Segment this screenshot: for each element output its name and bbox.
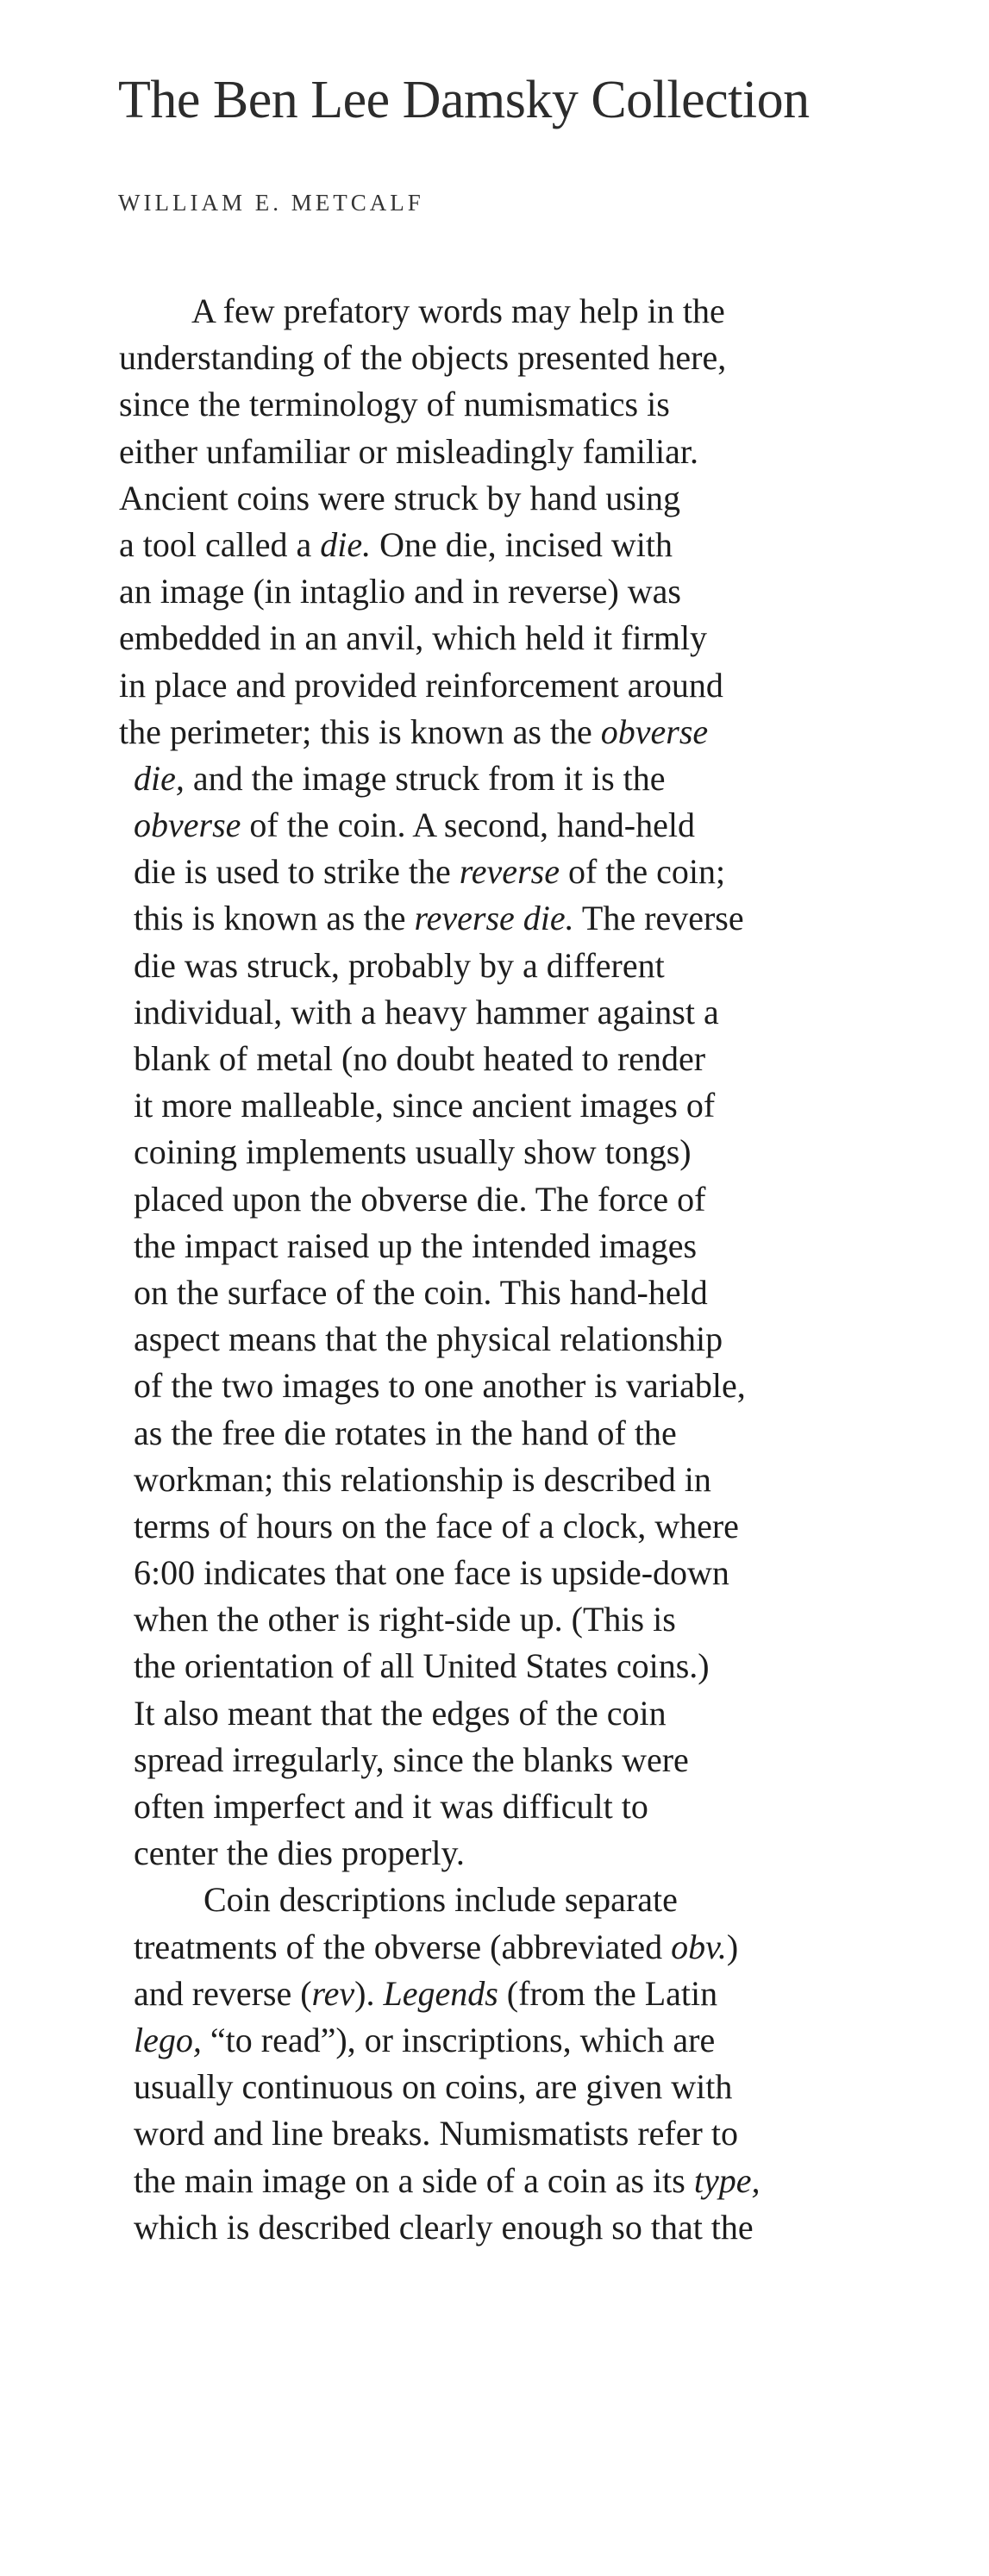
text-run: It also meant that the edges of the coin [134, 1693, 667, 1733]
body-line [0, 1924, 989, 1971]
text-run: usually continuous on coins, are given with [134, 2067, 733, 2107]
body-line [0, 335, 989, 381]
text-run: a tool called a [119, 524, 321, 564]
body-line [0, 709, 989, 755]
text-run: the orientation of all United States coins.) [134, 1646, 710, 1686]
text-run: blank of metal (no doubt heated to render [134, 1039, 706, 1078]
body-line [0, 381, 989, 428]
body-line [0, 475, 989, 522]
body-line [0, 662, 989, 709]
text-run: of the two images to one another is variable, [134, 1366, 746, 1406]
body-line [0, 1643, 989, 1689]
text-run: this is known as the [134, 899, 415, 938]
body-line [0, 1082, 989, 1129]
text-run: spread irregularly, since the blanks were [134, 1739, 689, 1779]
text-run: on the surface of the coin. This hand-held [134, 1272, 708, 1312]
text-run: word and line breaks. Numismatists refer to [134, 2114, 738, 2153]
text-run: One die, incised with [371, 524, 673, 564]
text-run: treatments of the obverse (abbreviated [134, 1927, 672, 1966]
body-line [0, 2064, 989, 2110]
text-run: since the terminology of numismatics is [119, 385, 670, 424]
text-run: terms of hours on the face of a clock, where [134, 1506, 739, 1545]
body-line [0, 1410, 989, 1457]
body-line [0, 849, 989, 895]
body-line [0, 1830, 989, 1877]
body-line [0, 522, 989, 568]
body-line [0, 989, 989, 1036]
body-line [0, 2110, 989, 2157]
body-line [0, 1129, 989, 1175]
text-run: the perimeter; this is known as the [119, 711, 601, 751]
body-line [0, 1971, 989, 2017]
text-run: individual, with a heavy hammer against a [134, 992, 719, 1031]
article-body [0, 288, 989, 2251]
text-run: ) [726, 1927, 739, 1966]
text-run: The reverse [573, 899, 744, 938]
text-run: and the image struck from it is the [184, 758, 666, 798]
text-run: A few prefatory words may help in the [191, 291, 725, 330]
text-run: “to read”), or inscriptions, which are [201, 2020, 716, 2059]
italic-term: die. [320, 524, 372, 564]
italic-term: reverse [459, 852, 560, 892]
text-run: it more malleable, since ancient images of [134, 1086, 716, 1125]
body-line [0, 288, 989, 335]
body-line [0, 2204, 989, 2251]
body-line [0, 615, 989, 661]
body-line [0, 568, 989, 615]
text-run: workman; this relationship is described in [134, 1459, 711, 1499]
body-line [0, 755, 989, 802]
text-run: the impact raised up the intended images [134, 1225, 698, 1265]
text-run: die was struck, probably by a different [134, 945, 665, 985]
body-line [0, 2017, 989, 2064]
text-run: aspect means that the physical relationship [134, 1319, 723, 1359]
body-line [0, 1550, 989, 1596]
body-line [0, 1363, 989, 1409]
body-line [0, 429, 989, 475]
author-byline: WILLIAM E. METCALF [118, 190, 424, 216]
text-run: Ancient coins were struck by hand using [119, 478, 680, 517]
body-line [0, 1316, 989, 1363]
text-run: in place and provided reinforcement around [119, 665, 723, 705]
italic-term: type, [693, 2160, 761, 2200]
text-run: of the coin; [559, 852, 726, 892]
italic-term: reverse die. [414, 899, 574, 938]
body-line [0, 1457, 989, 1503]
text-run: which is described clearly enough so that the [134, 2207, 754, 2247]
body-line [0, 1783, 989, 1830]
text-run: either unfamiliar or misleadingly familiar. [119, 431, 699, 471]
italic-term: Legends [383, 1973, 498, 2013]
body-line [0, 943, 989, 989]
italic-term: lego, [134, 2020, 202, 2059]
body-line [0, 1176, 989, 1223]
text-run: Coin descriptions include separate [203, 1880, 678, 1920]
italic-term: obverse [600, 711, 709, 751]
text-run: (from the Latin [498, 1973, 718, 2013]
text-run: of the coin. A second, hand-held [241, 805, 695, 845]
text-run: 6:00 indicates that one face is upside-down [134, 1553, 729, 1593]
italic-term: rev [311, 1973, 355, 2013]
article-title: The Ben Lee Damsky Collection [118, 71, 810, 129]
body-line [0, 1596, 989, 1643]
body-line [0, 1690, 989, 1737]
body-line [0, 802, 989, 849]
body-line [0, 895, 989, 942]
text-run: center the dies properly. [134, 1833, 465, 1873]
text-run: die is used to strike the [134, 852, 460, 892]
text-run: ). [354, 1973, 384, 2013]
text-run: an image (in intaglio and in reverse) was [119, 572, 681, 611]
italic-term: obv. [671, 1927, 727, 1966]
text-run: embedded in an anvil, which held it firmly [119, 618, 708, 658]
body-line [0, 1877, 989, 1923]
italic-term: obverse [134, 805, 241, 845]
text-run: coining implements usually show tongs) [134, 1132, 692, 1172]
text-run: when the other is right-side up. (This is [134, 1600, 676, 1639]
body-line [0, 2158, 989, 2204]
body-line [0, 1503, 989, 1550]
text-run: understanding of the objects presented here, [119, 338, 727, 378]
text-run: often imperfect and it was difficult to [134, 1787, 648, 1826]
body-line [0, 1269, 989, 1316]
italic-term: die, [134, 758, 185, 798]
body-line [0, 1036, 989, 1082]
text-run: the main image on a side of a coin as its [134, 2160, 694, 2200]
body-line [0, 1737, 989, 1783]
text-run: as the free die rotates in the hand of the [134, 1413, 677, 1452]
text-run: and reverse ( [134, 1973, 312, 2013]
body-line [0, 1223, 989, 1269]
text-run: placed upon the obverse die. The force of [134, 1179, 706, 1219]
